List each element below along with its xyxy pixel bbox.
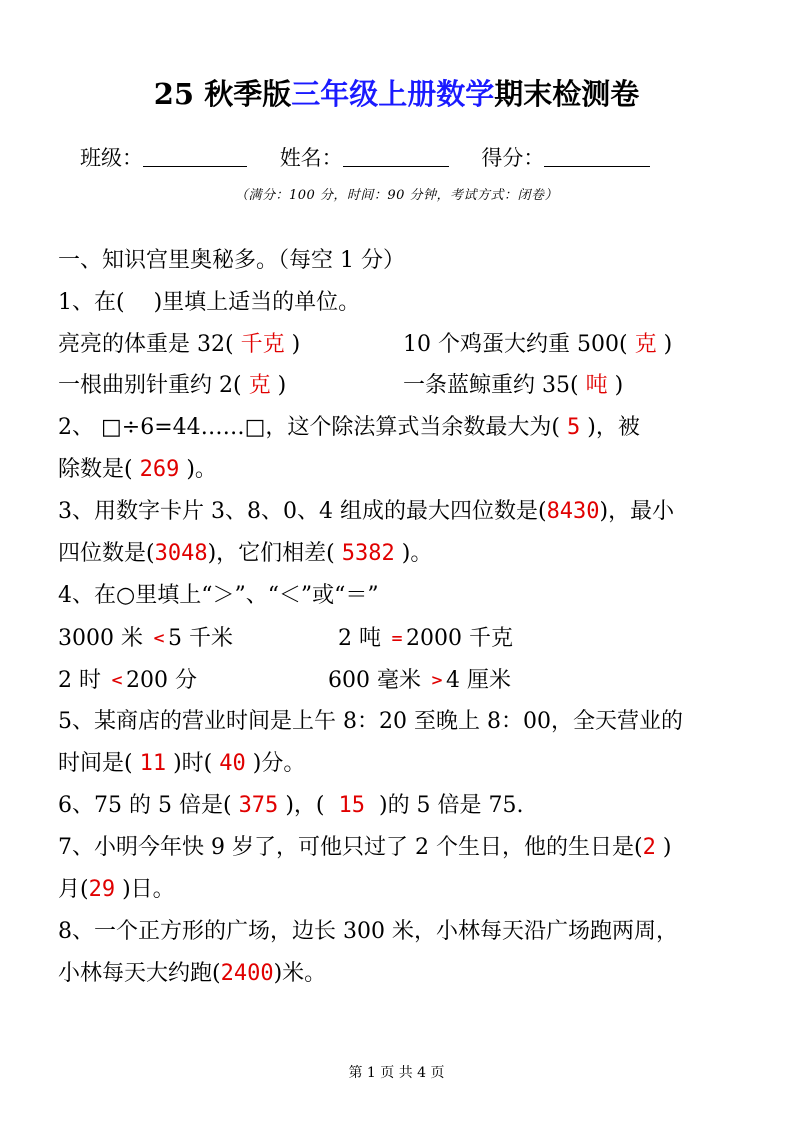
exam-note: （满分：100 分，时间：90 分钟，考试方式：闭卷）	[234, 188, 559, 203]
answer: 2	[642, 835, 656, 860]
q4-item-a: 3000 米 < 5 千米	[58, 623, 233, 654]
name-label: 姓名：	[279, 146, 343, 170]
question-5-cont: 时间是( 11 )时( 40 )分。	[58, 751, 306, 776]
answer: 11	[139, 751, 167, 776]
question-7-cont: 月(29 )日。	[58, 877, 175, 902]
compare-answer: <	[152, 629, 166, 647]
question-6: 6、75 的 5 倍是( 375 )，( 15 )的 5 倍是 75.	[58, 793, 524, 818]
question-2: 2、 □÷6=44……□，这个除法算式当余数最大为( 5 )，被	[58, 415, 640, 440]
score-label: 得分：	[481, 146, 545, 170]
answer: 5382	[341, 541, 395, 566]
score-blank[interactable]	[544, 146, 650, 167]
name-blank[interactable]	[343, 146, 449, 167]
answer: 5	[567, 415, 581, 440]
compare-answer: <	[110, 671, 124, 689]
answer: 375	[238, 793, 279, 818]
answer: 3048	[154, 541, 208, 566]
answer: 29	[88, 877, 116, 902]
question-3-cont: 四位数是(3048)，它们相差( 5382 )。	[58, 541, 433, 566]
q4-item-c: 2 时 < 200 分	[58, 665, 197, 696]
question-4: 4、在○里填上“＞”、“＜”或“＝”	[58, 583, 379, 608]
q4-item-d: 600 毫米 > 4 厘米	[328, 665, 511, 696]
q1-item-b: 10 个鸡蛋大约重 500( 克 )	[403, 332, 673, 357]
question-5: 5、某商店的营业时间是上午 8：20 至晚上 8：00，全天营业的	[58, 709, 683, 734]
answer: 15	[338, 793, 365, 818]
class-blank[interactable]	[143, 146, 247, 167]
title-suffix: 期末检测卷	[494, 77, 640, 111]
section-heading: 一、知识宫里奥秘多。（每空 1 分）	[58, 248, 405, 273]
title-subject: 三年级上册数学	[291, 77, 495, 111]
student-info-row	[80, 142, 650, 172]
question-7: 7、小明今年快 9 岁了，可他只过了 2 个生日，他的生日是(2 )	[58, 835, 672, 860]
question-8: 8、一个正方形的广场，边长 300 米，小林每天沿广场跑两周，	[58, 919, 678, 944]
answer: 2400	[220, 961, 274, 986]
compare-answer: >	[430, 671, 444, 689]
answer: 克	[634, 332, 657, 357]
class-label: 班级：	[80, 146, 143, 170]
answer: 千克	[240, 332, 285, 357]
compare-answer: =	[390, 629, 404, 647]
page-title	[0, 72, 793, 113]
answer: 8430	[546, 499, 600, 524]
q1-item-c: 一根曲别针重约 2( 克 )	[58, 373, 287, 398]
title-prefix: 25 秋季版	[153, 77, 292, 111]
question-3: 3、用数字卡片 3、8、0、4 组成的最大四位数是(8430)，最小	[58, 499, 675, 524]
q1-item-a: 亮亮的体重是 32( 千克 )	[58, 332, 301, 357]
q4-item-b: 2 吨 = 2000 千克	[338, 623, 513, 654]
page-footer: 第 1 页 共 4 页	[348, 1065, 445, 1081]
answer: 克	[248, 373, 271, 398]
q1-item-d: 一条蓝鲸重约 35( 吨 )	[403, 373, 624, 398]
answer: 吨	[585, 373, 608, 398]
answer: 269	[139, 457, 180, 482]
question-2-cont: 除数是( 269 )。	[58, 457, 217, 482]
answer: 40	[219, 751, 246, 776]
question-8-cont: 小林每天大约跑(2400)米。	[58, 961, 327, 986]
question-1: 1、在( )里填上适当的单位。	[58, 290, 361, 315]
